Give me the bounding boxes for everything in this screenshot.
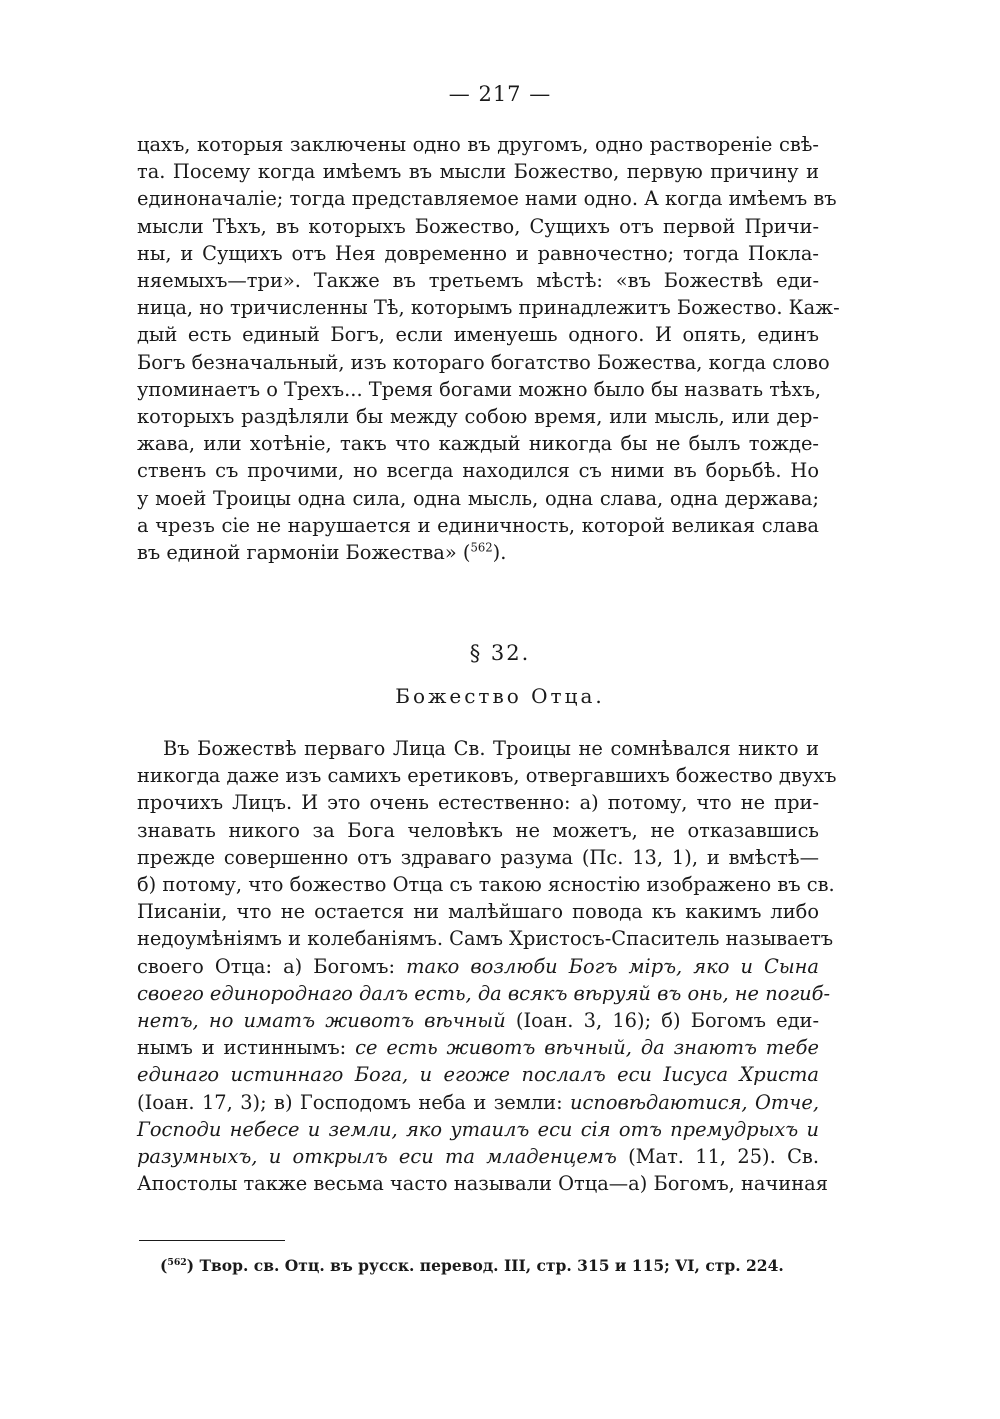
scripture-quote: нетъ, но иматъ животъ вѣчный xyxy=(137,1009,506,1033)
text-fragment: (Іоан. 17, 3); в) Господомъ неба и земли: xyxy=(137,1090,571,1114)
text-line: Богъ безначальный, изъ котораго богатство Божества, когда слово xyxy=(137,350,830,374)
text-line: прежде совершенно отъ здраваго разума (Пс. 13, 1), и вмѣстѣ— xyxy=(137,845,819,869)
scripture-quote-line: своего единороднаго далъ есть, да всякъ вѣруяй въ онь, не погиб- xyxy=(137,981,831,1005)
text-line: Апостолы также весьма часто называли Отца—а) Богомъ, начиная xyxy=(137,1172,828,1196)
section-title: Божество Отца. xyxy=(395,684,605,708)
section-number: § 32. xyxy=(469,641,531,665)
text-fragment: нымъ и истиннымъ: xyxy=(137,1036,356,1060)
scripture-quote: се есть животъ вѣчный, да знаютъ тебе xyxy=(355,1036,819,1060)
text-fragment: (Іоан. 3, 16); б) Богомъ еди- xyxy=(505,1009,819,1033)
text-line: недоумѣніямъ и колебаніямъ. Самъ Христосъ-Спаситель называетъ xyxy=(137,927,834,951)
text-fragment: своего Отца: а) Богомъ: xyxy=(137,954,407,978)
text-line xyxy=(137,1034,819,1061)
text-line-last xyxy=(137,539,819,566)
scripture-quote-line: единаго истиннаго Бога, и егоже послалъ еси Іисуса Христа xyxy=(137,1063,819,1087)
text-line xyxy=(137,953,819,980)
text-line: дый есть единый Богъ, если именуешь одного. И опять, единъ xyxy=(137,323,819,347)
text-line: няемыхъ—три». Также въ третьемъ мѣстѣ: «въ Божествѣ еди- xyxy=(137,269,819,293)
page-number: — 217 — xyxy=(448,82,552,106)
text-fragment: въ единой гармоніи Божества» ( xyxy=(137,541,471,565)
text-line: единоначаліе; тогда представляемое нами одно. А когда имѣемъ въ xyxy=(137,187,837,211)
text-line: прочихъ Лицъ. И это очень естественно: а) потому, что не при- xyxy=(137,791,819,815)
text-line: Писаніи, что не остается ни малѣйшаго повода къ какимъ либо xyxy=(137,900,819,924)
scripture-quote-line: Господи небесе и земли, яко утаилъ еси сія отъ премудрыхъ и xyxy=(137,1117,819,1141)
footnote-close-paren: ) xyxy=(186,1256,195,1275)
text-line: упоминаетъ о Трехъ... Тремя богами можно было бы назвать тѣхъ, xyxy=(137,377,822,401)
text-fragment: (Мат. 11, 25). Св. xyxy=(616,1145,819,1169)
text-line: ственъ съ прочими, но всегда находился съ ними въ борьбѣ. Но xyxy=(137,459,819,483)
text-line: которыхъ раздѣляли бы между собою время, или мысль, или дер- xyxy=(137,405,819,429)
text-line: ница, но тричисленны Тѣ, которымъ принадлежитъ Божество. Каж- xyxy=(137,296,840,320)
text-line: а чрезъ сіе не нарушается и единичность, которой великая слава xyxy=(137,513,819,537)
scripture-quote: разумныхъ, и открылъ еси та младенцемъ xyxy=(137,1145,617,1169)
text-line: ны, и Сущихъ отъ Нея довременно и равночестно; тогда Покла- xyxy=(137,241,819,265)
footnote-text: Твор. св. Отц. въ русск. перевод. III, стр. 315 и 115; VI, стр. 224. xyxy=(194,1256,784,1275)
scripture-quote: тако возлюби Богъ міръ, яко и Сына xyxy=(406,954,819,978)
text-line: никогда даже изъ самихъ еретиковъ, отвергавшихъ божество двухъ xyxy=(137,764,837,788)
text-line: цахъ, которыя заключены одно въ другомъ, одно раствореніе свѣ- xyxy=(137,133,819,156)
paragraph-continued xyxy=(137,131,840,566)
text-line: Въ Божествѣ перваго Лица Св. Троицы не сомнѣвался никто и xyxy=(163,737,819,760)
text-line: та. Посему когда имѣемъ въ мысли Божество, первую причину и xyxy=(137,160,819,184)
text-line: мысли Тѣхъ, въ которыхъ Божество, Сущихъ отъ первой Причи- xyxy=(137,214,819,238)
text-line xyxy=(137,1143,819,1170)
footnote xyxy=(160,1256,820,1275)
text-fragment: ). xyxy=(492,541,507,565)
footnote-divider xyxy=(139,1240,285,1241)
paragraph-section-32 xyxy=(137,735,837,1197)
footnote-ref[interactable]: 562 xyxy=(470,540,493,555)
text-line: знавать никого за Бога человѣкъ не можетъ, не отказавшись xyxy=(137,818,819,842)
footnote-number: 562 xyxy=(167,1256,187,1268)
scripture-quote: исповѣдаютися, Отче, xyxy=(570,1090,819,1114)
text-line xyxy=(137,1007,819,1034)
footnote-open-paren: ( xyxy=(160,1256,168,1275)
text-line xyxy=(137,1089,819,1116)
text-line: б) потому, что божество Отца съ такою ясностію изображено въ св. xyxy=(137,873,835,897)
text-line: жава, или хотѣніе, такъ что каждый никогда бы не былъ тожде- xyxy=(137,432,819,456)
text-line: у моей Троицы одна сила, одна мысль, одна слава, одна держава; xyxy=(137,486,819,510)
